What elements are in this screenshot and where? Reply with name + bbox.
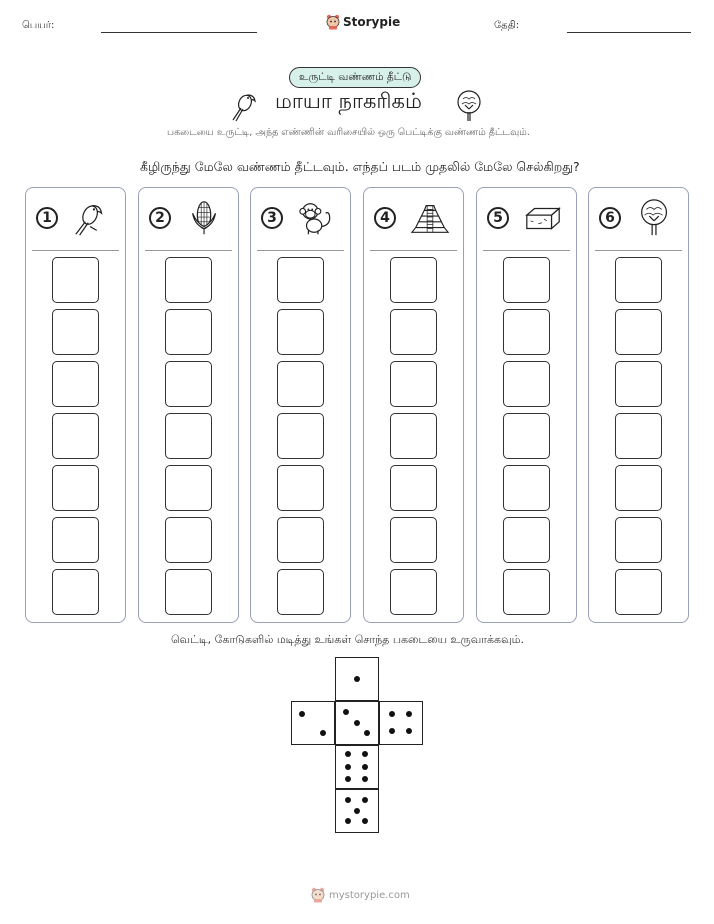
color-box[interactable] bbox=[615, 569, 662, 615]
color-box[interactable] bbox=[615, 257, 662, 303]
pip bbox=[389, 711, 395, 717]
color-box[interactable] bbox=[52, 465, 99, 511]
column-divider bbox=[32, 250, 119, 251]
pip bbox=[345, 764, 351, 770]
pip bbox=[345, 818, 351, 824]
color-box[interactable] bbox=[52, 517, 99, 563]
pip bbox=[343, 709, 349, 715]
parrot-icon bbox=[72, 198, 112, 238]
color-box[interactable] bbox=[390, 413, 437, 459]
dice-face-6 bbox=[335, 745, 379, 789]
footer bbox=[311, 887, 410, 903]
monkey-icon bbox=[297, 198, 337, 238]
color-box[interactable] bbox=[277, 465, 324, 511]
date-label: தேதி: bbox=[494, 20, 520, 31]
color-box-stack bbox=[390, 257, 437, 621]
color-box[interactable] bbox=[390, 257, 437, 303]
color-box[interactable] bbox=[503, 309, 550, 355]
color-box[interactable] bbox=[165, 361, 212, 407]
column-5 bbox=[476, 187, 577, 623]
color-box[interactable] bbox=[503, 257, 550, 303]
color-box[interactable] bbox=[390, 361, 437, 407]
color-box[interactable] bbox=[503, 361, 550, 407]
tree-icon bbox=[454, 89, 484, 123]
column-number: 4 bbox=[374, 207, 396, 229]
color-box[interactable] bbox=[277, 361, 324, 407]
cut-instruction: வெட்டி, கோடுகளில் மடித்து உங்கள் சொந்த பகடையை உருவாக்கவும். bbox=[171, 633, 524, 646]
pip bbox=[320, 730, 326, 736]
dice-face-2 bbox=[291, 701, 335, 745]
pip bbox=[354, 720, 360, 726]
column-number: 6 bbox=[599, 207, 621, 229]
color-box[interactable] bbox=[165, 309, 212, 355]
color-box[interactable] bbox=[277, 413, 324, 459]
color-box[interactable] bbox=[277, 257, 324, 303]
column-number: 5 bbox=[487, 207, 509, 229]
parrot-icon bbox=[230, 89, 260, 123]
color-box[interactable] bbox=[390, 517, 437, 563]
pyramid-icon bbox=[410, 198, 450, 238]
pip bbox=[362, 776, 368, 782]
column-3 bbox=[250, 187, 351, 623]
column-divider bbox=[370, 250, 457, 251]
color-box-stack bbox=[503, 257, 550, 621]
name-label: பெயர்: bbox=[22, 20, 55, 31]
pip bbox=[406, 711, 412, 717]
column-number: 1 bbox=[36, 207, 58, 229]
column-divider bbox=[257, 250, 344, 251]
dice-face-1 bbox=[335, 657, 379, 701]
pip bbox=[362, 751, 368, 757]
color-box[interactable] bbox=[503, 465, 550, 511]
color-box[interactable] bbox=[52, 257, 99, 303]
column-number: 3 bbox=[261, 207, 283, 229]
brand-name: Storypie bbox=[343, 15, 401, 29]
stone-block-icon bbox=[523, 198, 563, 238]
color-box[interactable] bbox=[165, 465, 212, 511]
color-box[interactable] bbox=[165, 413, 212, 459]
color-box[interactable] bbox=[503, 517, 550, 563]
page-subtitle: பகடையை உருட்டி, அந்த எண்ணின் வரிசையில் ஒரு பெட்டிக்கு வண்ணம் தீட்டவும். bbox=[167, 127, 530, 138]
storypie-mascot-icon bbox=[311, 887, 325, 903]
column-2 bbox=[138, 187, 239, 623]
color-box[interactable] bbox=[503, 413, 550, 459]
color-box-stack bbox=[277, 257, 324, 621]
brand-logo bbox=[326, 14, 400, 30]
color-box-stack bbox=[165, 257, 212, 621]
color-box[interactable] bbox=[277, 569, 324, 615]
pip bbox=[362, 818, 368, 824]
pip bbox=[345, 776, 351, 782]
color-box[interactable] bbox=[615, 361, 662, 407]
color-box[interactable] bbox=[52, 309, 99, 355]
color-box[interactable] bbox=[390, 309, 437, 355]
column-1 bbox=[25, 187, 126, 623]
pip bbox=[354, 676, 360, 682]
dice-face-4 bbox=[379, 701, 423, 745]
pip bbox=[389, 728, 395, 734]
color-box[interactable] bbox=[390, 569, 437, 615]
tree-icon bbox=[635, 198, 675, 238]
color-box[interactable] bbox=[390, 465, 437, 511]
column-divider bbox=[595, 250, 682, 251]
column-number: 2 bbox=[149, 207, 171, 229]
pip bbox=[362, 797, 368, 803]
dice-face-5 bbox=[335, 789, 379, 833]
color-box[interactable] bbox=[615, 517, 662, 563]
color-box[interactable] bbox=[503, 569, 550, 615]
color-box[interactable] bbox=[165, 517, 212, 563]
color-box[interactable] bbox=[277, 309, 324, 355]
color-box-stack bbox=[615, 257, 662, 621]
color-box[interactable] bbox=[52, 361, 99, 407]
pip bbox=[406, 728, 412, 734]
column-divider bbox=[145, 250, 232, 251]
date-line[interactable] bbox=[567, 32, 691, 33]
pip bbox=[345, 797, 351, 803]
pip bbox=[362, 764, 368, 770]
color-box[interactable] bbox=[277, 517, 324, 563]
color-box[interactable] bbox=[615, 413, 662, 459]
color-box[interactable] bbox=[52, 413, 99, 459]
dice-face-3 bbox=[335, 701, 379, 745]
pip bbox=[299, 711, 305, 717]
corn-icon bbox=[185, 198, 225, 238]
color-box[interactable] bbox=[615, 309, 662, 355]
pip bbox=[345, 751, 351, 757]
color-box[interactable] bbox=[165, 257, 212, 303]
activity-badge: உருட்டி வண்ணம் தீட்டு bbox=[289, 67, 421, 88]
color-box-stack bbox=[52, 257, 99, 621]
storypie-mascot-icon bbox=[326, 14, 340, 30]
column-divider bbox=[483, 250, 570, 251]
color-box[interactable] bbox=[615, 465, 662, 511]
column-4 bbox=[363, 187, 464, 623]
footer-url: mystorypie.com bbox=[329, 889, 410, 901]
color-box[interactable] bbox=[165, 569, 212, 615]
instruction-text: கீழிருந்து மேலே வண்ணம் தீட்டவும். எந்தப் படம் முதலில் மேலே செல்கிறது? bbox=[140, 159, 580, 174]
pip bbox=[354, 808, 360, 814]
pip bbox=[364, 730, 370, 736]
name-line[interactable] bbox=[101, 32, 257, 33]
page-title: மாயா நாகரிகம் bbox=[275, 89, 422, 113]
color-box[interactable] bbox=[52, 569, 99, 615]
column-6 bbox=[588, 187, 689, 623]
